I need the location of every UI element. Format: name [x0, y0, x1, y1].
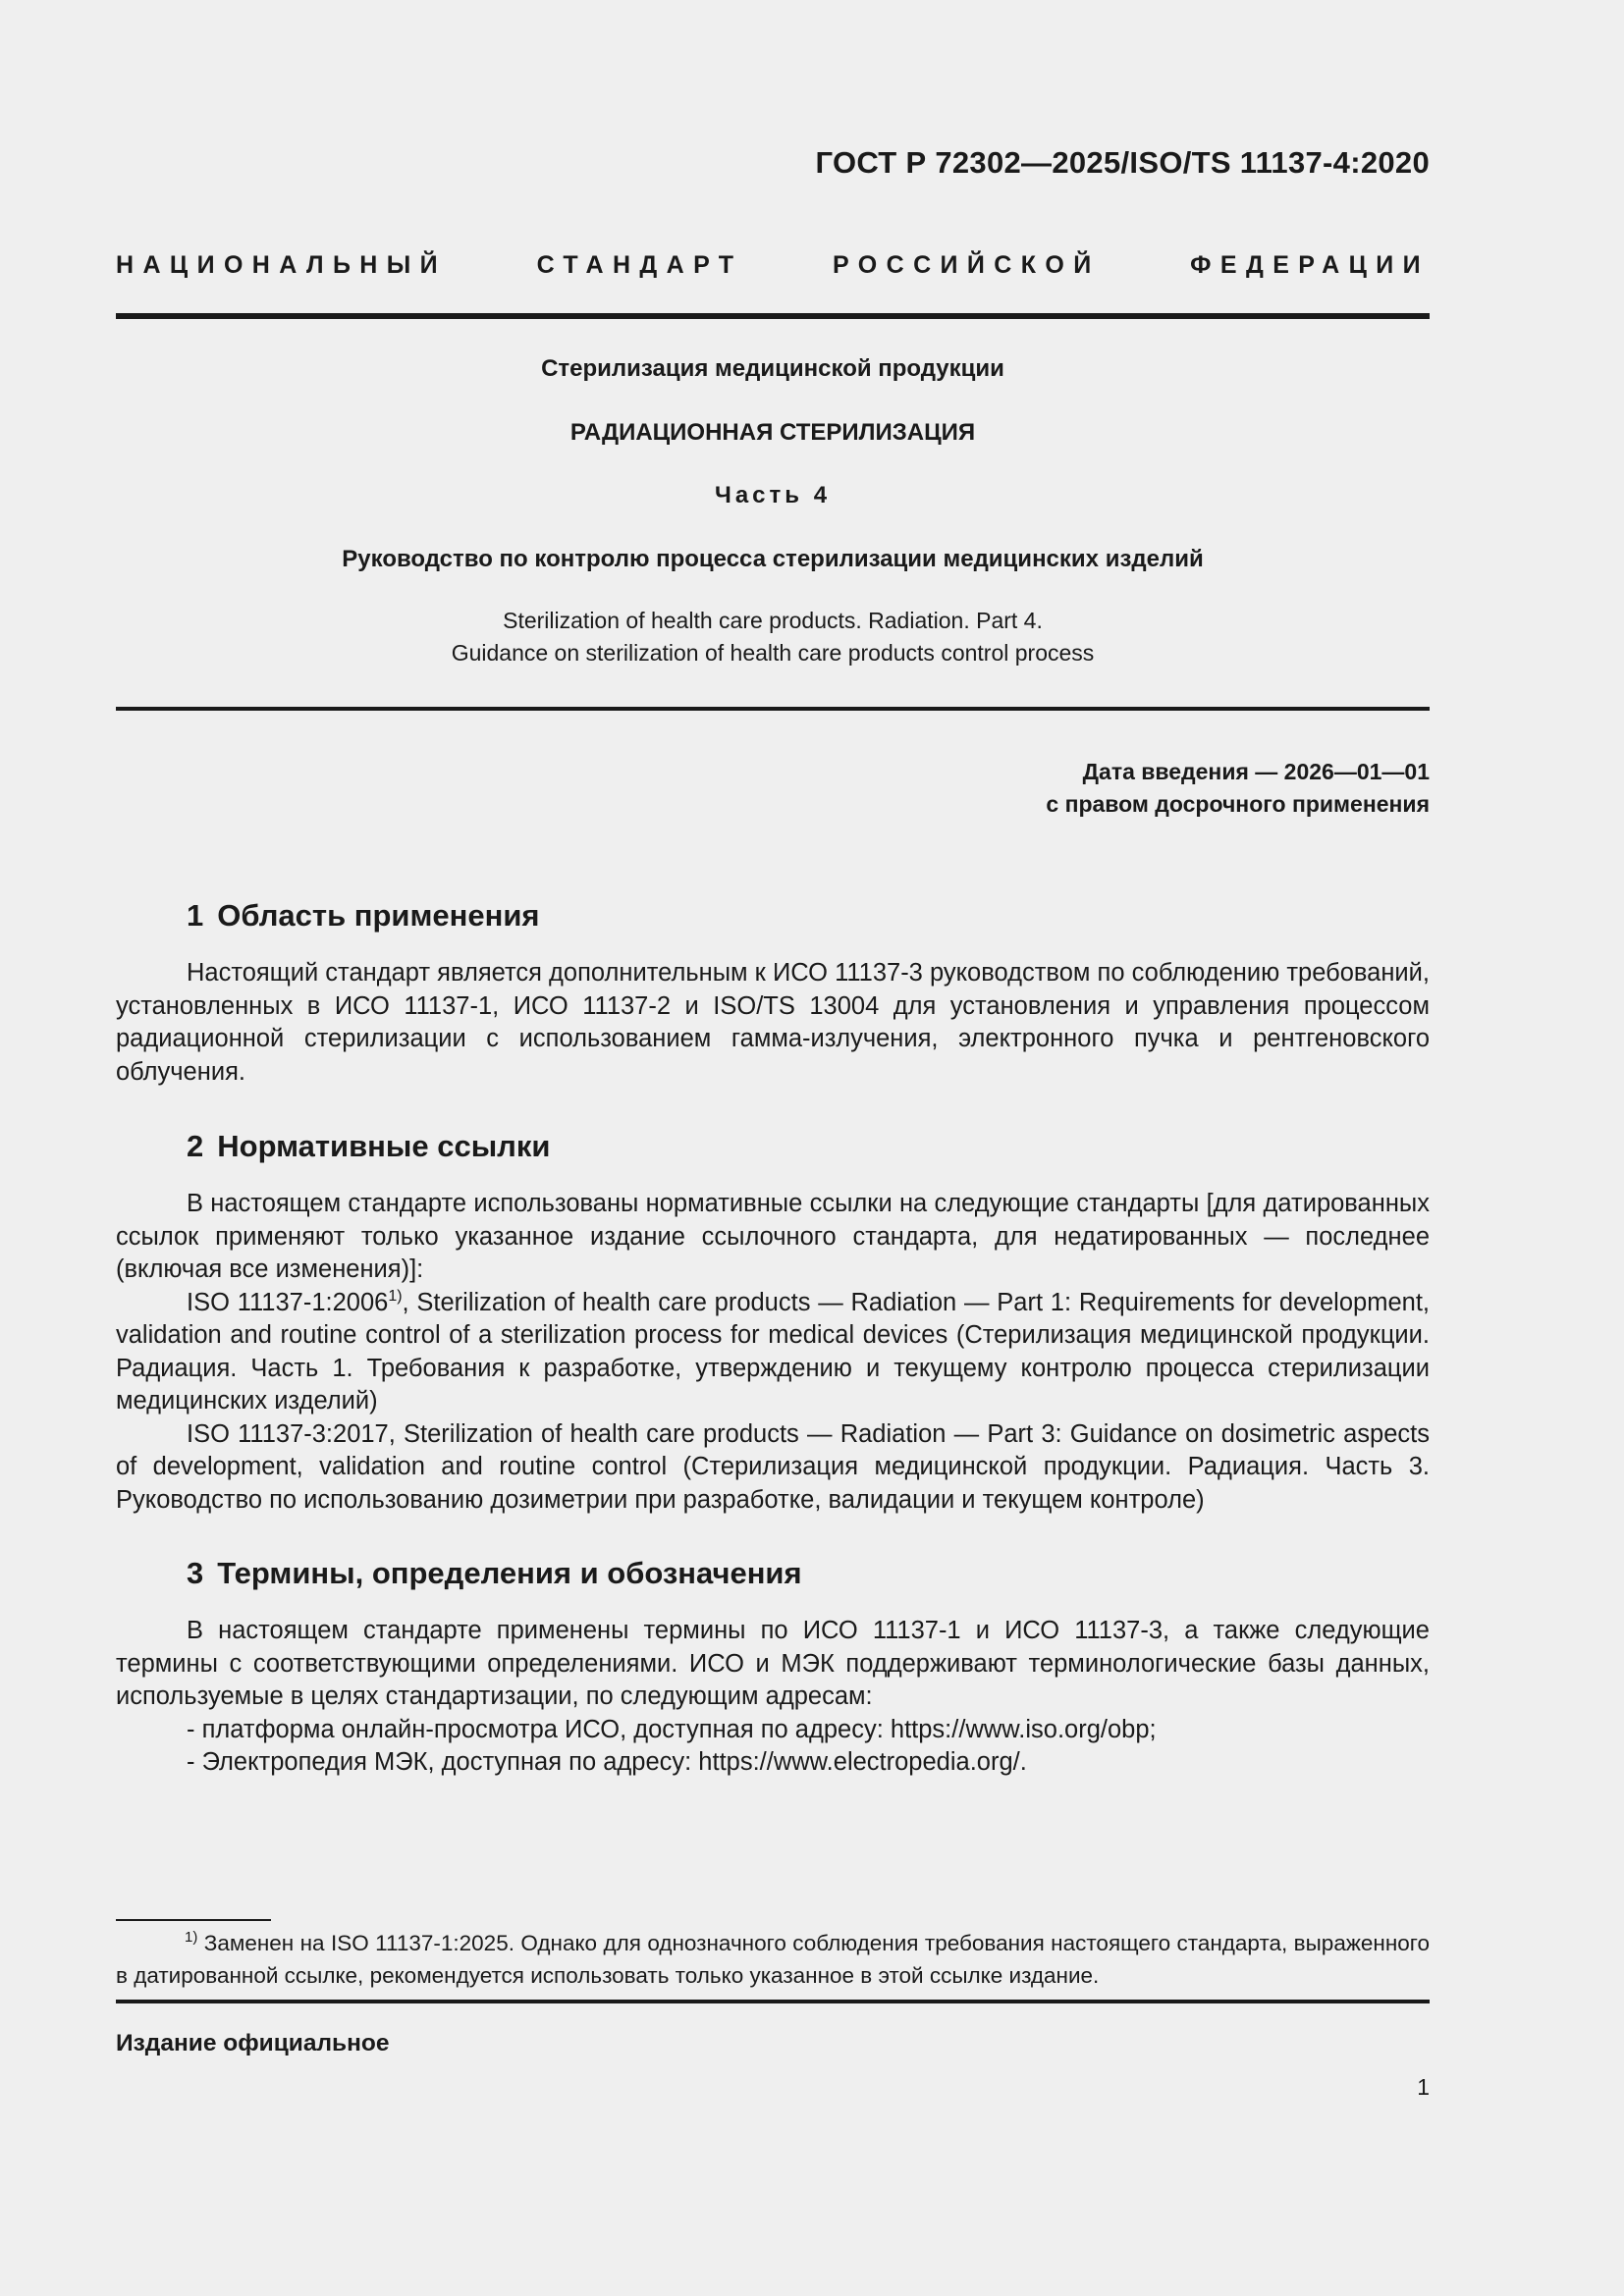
- footnote-mark: 1): [185, 1929, 198, 1946]
- footnote: [116, 1927, 1430, 1992]
- footnote-reference[interactable]: 1): [388, 1287, 403, 1305]
- reference-code: ISO 11137-1:2006: [187, 1288, 389, 1316]
- part-label: Часть 4: [714, 482, 832, 508]
- section-1-heading: [187, 898, 540, 934]
- english-title-line-2: Guidance on sterilization of health care products control process: [451, 640, 1095, 666]
- normative-reference-2: ISO 11137-3:2017, Sterilization of health care products — Radiation — Part 3: Guidance on dosimetric aspects of development, validation and routine control (Стерилизация медицинской продукции. Радиация. Часть 3. Руководство по использованию дозиметрии при разработке, валидации и текущем контроле): [116, 1419, 1430, 1514]
- document-number: ГОСТ Р 72302—2025/ISO/TS 11137-4:2020: [815, 145, 1430, 180]
- subtitle: Руководство по контролю процесса стерилизации медицинских изделий: [342, 546, 1204, 572]
- section-1-body: [116, 957, 1430, 1089]
- official-edition-label: Издание официальное: [116, 2030, 390, 2056]
- document-page: [116, 0, 1430, 2296]
- title-divider: [116, 707, 1430, 711]
- introduction-date: Дата введения — 2026—01—01: [1082, 759, 1430, 784]
- paragraph: В настоящем стандарте применены термины по ИСО 11137-1 и ИСО 11137-3, а также следующие термины с соответствующими определениями. ИСО и МЭК поддерживают терминологические базы данных, используемые в целях стандартизации, по следующим адресам:: [116, 1617, 1430, 1710]
- section-title: Нормативные ссылки: [217, 1129, 551, 1163]
- section-title: Термины, определения и обозначения: [217, 1556, 802, 1590]
- paragraph: Настоящий стандарт является дополнительным к ИСО 11137-3 руководством по соблюдению требований, установленных в ИСО 11137-1, ИСО 11137-2 и ISO/TS 13004 для установления и управления процессом радиационной стерилизации с использованием гамма-излучения, электронного пучка и рентгеновского облучения.: [116, 959, 1430, 1086]
- section-number: 3: [187, 1556, 204, 1590]
- page-number: 1: [1417, 2074, 1430, 2100]
- section-title: Область применения: [217, 898, 540, 933]
- list-item-electropedia: - Электропедия МЭК, доступная по адресу: https://www.electropedia.org/.: [187, 1748, 1027, 1776]
- english-title-line-1: Sterilization of health care products. Radiation. Part 4.: [503, 608, 1043, 633]
- introduction-date-block: [1046, 756, 1430, 821]
- top-divider: [116, 313, 1430, 319]
- section-3-body: [116, 1615, 1430, 1780]
- section-number: 2: [187, 1129, 204, 1163]
- section-3-heading: [187, 1556, 802, 1591]
- reference-text: , Sterilization of health care products — Radiation — Part 1: Requirements for development, validation and routine control of a sterilization process for medical devices (Стерилизация медицинской продукции. Радиация. Часть 1. Требования к разработке, утверждению и текущему контролю процесса стерилизации медицинских изделий): [116, 1288, 1430, 1415]
- footnote-separator: [116, 1919, 271, 1921]
- section-2-heading: [187, 1129, 550, 1164]
- early-application-note: с правом досрочного применения: [1046, 791, 1430, 817]
- normative-reference-1: [116, 1287, 1430, 1418]
- footnote-text: Заменен на ISO 11137-1:2025. Однако для однозначного соблюдения требования настоящего стандарта, выраженного в датированной ссылке, рекомендуется использовать только указанное в этой ссылке издание.: [116, 1931, 1430, 1988]
- title-line-1: Стерилизация медицинской продукции: [541, 355, 1004, 382]
- paragraph: В настоящем стандарте использованы нормативные ссылки на следующие стандарты [для датированных ссылок применяют только указанное издание ссылочного стандарта, для недатированных — последнее (включая все изменения)]:: [116, 1190, 1430, 1283]
- national-standard-heading: НАЦИОНАЛЬНЫЙ СТАНДАРТ РОССИЙСКОЙ ФЕДЕРАЦИИ: [116, 251, 1430, 279]
- footer-divider: [116, 2000, 1430, 2003]
- section-2-body: [116, 1188, 1430, 1517]
- title-line-2: РАДИАЦИОННАЯ СТЕРИЛИЗАЦИЯ: [569, 419, 976, 446]
- section-number: 1: [187, 898, 204, 933]
- list-item-iso-obp: - платформа онлайн-просмотра ИСО, доступная по адресу: https://www.iso.org/obp;: [187, 1715, 1157, 1743]
